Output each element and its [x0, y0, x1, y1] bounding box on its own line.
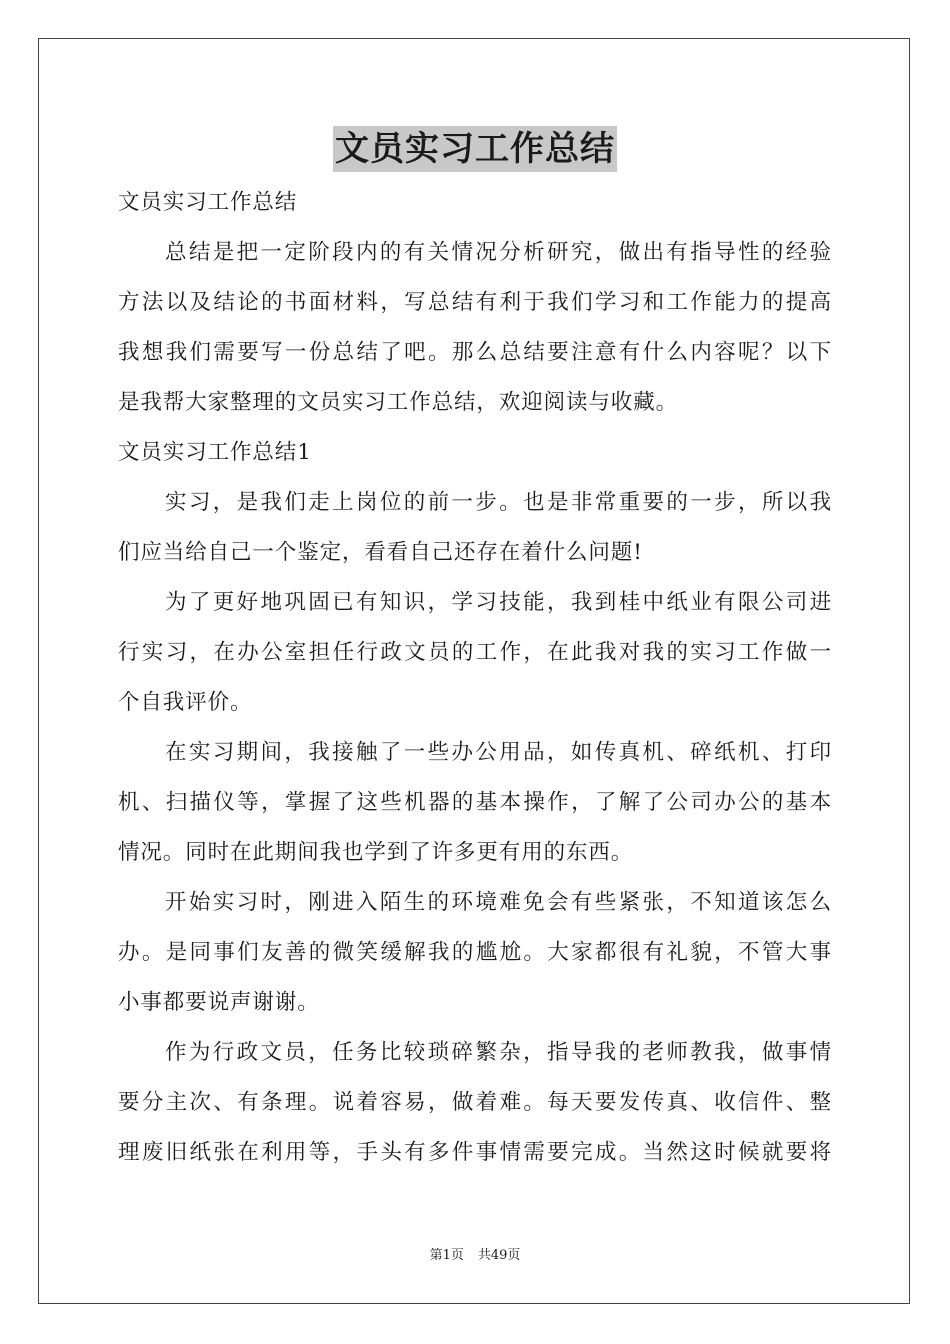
text-line: 小事都要说声谢谢。	[118, 990, 320, 1015]
text-line: 们应当给自己一个鉴定，看看自己还存在着什么问题!	[118, 540, 643, 565]
text-line: 办。是同事们友善的微笑缓解我的尴尬。大家都很有礼貌，不管大事	[118, 940, 832, 965]
text-line: 理废旧纸张在利用等，手头有多件事情需要完成。当然这时候就要将	[118, 1140, 832, 1165]
text-line: 个自我评价。	[118, 690, 253, 715]
text-line: 是我帮大家整理的文员实习工作总结，欢迎阅读与收藏。	[118, 390, 679, 415]
text-line: 我想我们需要写一份总结了吧。那么总结要注意有什么内容呢？以下	[118, 340, 832, 365]
text-line: 要分主次、有条理。说着容易，做着难。每天要发传真、收信件、整	[118, 1090, 832, 1115]
text-line: 开始实习时，刚进入陌生的环境难免会有些紧张，不知道该怎么	[165, 890, 832, 915]
text-line: 总结是把一定阶段内的有关情况分析研究，做出有指导性的经验	[165, 240, 832, 265]
document-title-text: 文员实习工作总结	[333, 126, 617, 172]
text-line: 行实习，在办公室担任行政文员的工作，在此我对我的实习工作做一	[118, 640, 832, 665]
text-line: 方法以及结论的书面材料，写总结有利于我们学习和工作能力的提高	[118, 290, 832, 315]
text-line: 为了更好地巩固已有知识，学习技能，我到桂中纸业有限公司进	[165, 590, 832, 615]
document-body	[118, 178, 832, 1178]
page-number-current: 第1页	[429, 1248, 464, 1263]
text-line: 在实习期间，我接触了一些办公用品，如传真机、碎纸机、打印	[165, 740, 832, 765]
text-line: 机、扫描仪等，掌握了这些机器的基本操作，了解了公司办公的基本	[118, 790, 832, 815]
page-footer	[0, 1246, 950, 1266]
page-number-total: 共49页	[477, 1248, 521, 1263]
text-line: 情况。同时在此期间我也学到了许多更有用的东西。	[118, 840, 634, 865]
document-title	[0, 126, 950, 172]
text-line: 作为行政文员，任务比较琐碎繁杂，指导我的老师教我，做事情	[165, 1040, 832, 1065]
text-line: 文员实习工作总结1	[118, 440, 312, 465]
text-line: 实习，是我们走上岗位的前一步。也是非常重要的一步，所以我	[165, 490, 832, 515]
text-line: 文员实习工作总结	[118, 190, 298, 215]
